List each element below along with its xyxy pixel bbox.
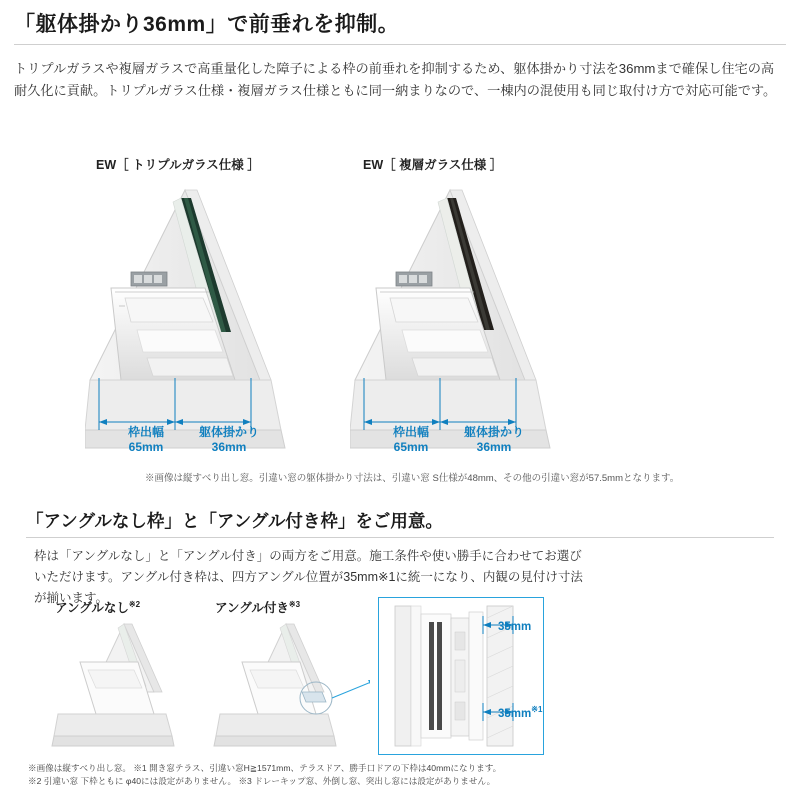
figure-triple-glass	[85, 180, 385, 480]
figure-double-glass	[350, 180, 650, 480]
dim-right-kutai: 躯体掛かり 36mm	[463, 425, 524, 454]
footnote-2: ※2 引違い窓 下枠ともに φ40には設定がありません。 ※3 ドレーキップ窓、外倒し窓、突出し窓には設定がありません。	[28, 775, 496, 786]
sample-label-with-angle: アングル付き$^{※3}$	[215, 599, 301, 615]
section2-divider	[26, 537, 774, 538]
figure-label-triple: EW［ トリプルガラス仕様 ］	[96, 158, 260, 172]
footnotes	[28, 762, 788, 787]
section1-note: ※画像は縦すべり出し窓。引違い窓の躯体掛かり寸法は、引違い窓 S仕様が48mm、その他の引違い窓が57.5mmとなります。	[145, 473, 680, 484]
callout-angle-bottom: $35mm^{※1}$	[498, 705, 543, 720]
section1-divider	[14, 44, 786, 45]
footnote-1: ※画像は縦すべり出し窓。 ※1 開き窓テラス、引違い窓H≧1571mm、テラスドア、勝手口ドアの下枠は40mmになります。	[28, 763, 502, 773]
sample-figure-no-angle	[28, 618, 198, 753]
section2-body: 枠は「アングルなし」と「アングル付き」の両方をご用意。施工条件や使い勝手に合わせてお選びいただけます。アングル付き枠は、四方アングル位置が35mm※1に統一になり、内観の見付け寸法が揃います。	[34, 549, 583, 605]
dim-right-waku: 枠出幅 65mm	[392, 425, 429, 454]
sample-label-no-angle: アングルなし$^{※2}$	[55, 599, 141, 615]
section1-body: トリプルガラスや複層ガラスで高重量化した障子による枠の前垂れを抑制するため、躯体掛かり寸法を36mmまで確保し住宅の高耐久化に貢献。トリプルガラス仕様・複層ガラス仕様ともに同一納まりなので、一棟内の混使用も同じ取付け方で対応可能です。	[14, 61, 777, 98]
dim-left-waku: 枠出幅 65mm	[127, 425, 164, 454]
figure-label-double: EW［ 複層ガラス仕様 ］	[363, 158, 503, 172]
callout-angle-top: 35mm	[498, 620, 532, 633]
dim-left-kutai: 躯体掛かり 36mm	[198, 425, 259, 454]
sample-figure-with-angle	[190, 618, 370, 753]
section2-title: 「アングルなし枠」と「アングル付き枠」をご用意。	[26, 511, 443, 531]
section1-title: 「躯体掛かり36mm」で前垂れを抑制。	[14, 13, 400, 36]
figure-label-row	[0, 155, 800, 177]
